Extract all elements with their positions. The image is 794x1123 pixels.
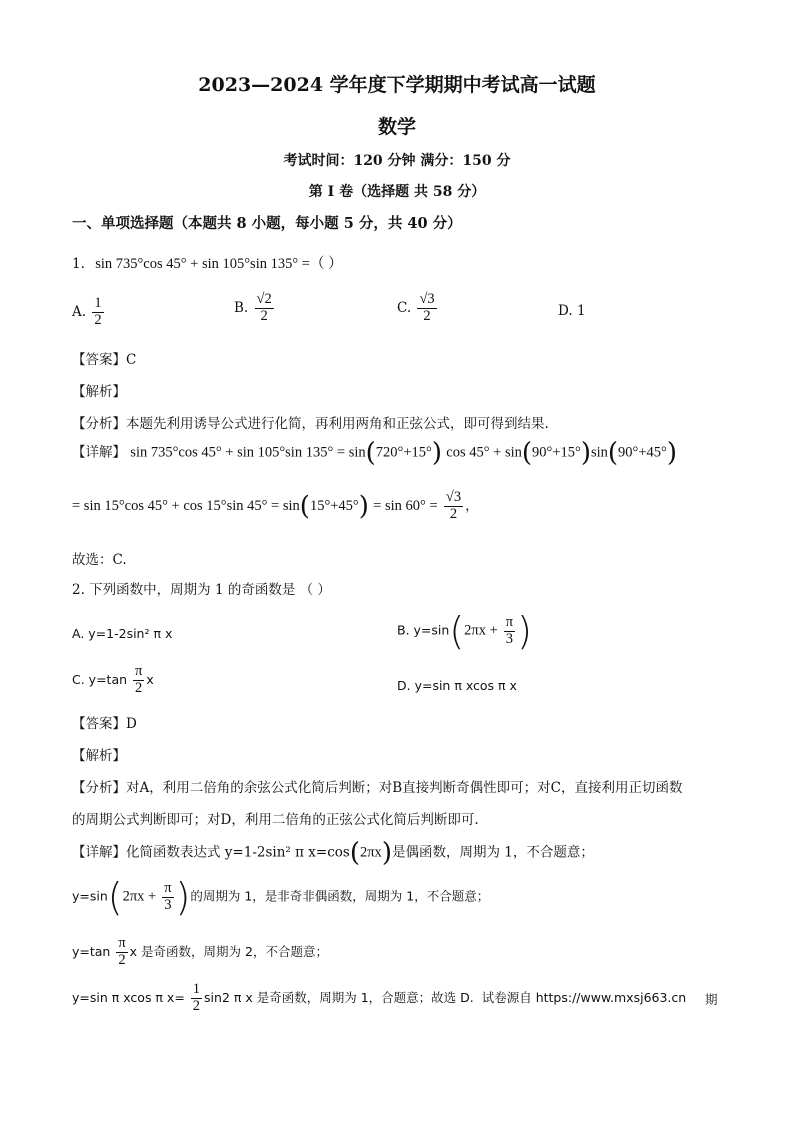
- q1-option-b-fraction: $\frac{√2}{2}$: [256, 291, 272, 324]
- page-trailing-char: 期: [705, 992, 718, 1007]
- q1-option-d: D. 1: [558, 303, 586, 319]
- q2-analysis-heading: 【解析】: [72, 748, 126, 764]
- part-heading: 第 I 卷（选择题 共 58 分）: [308, 184, 486, 200]
- q1-stem: [72, 252, 343, 273]
- q1-option-c-fraction: $\frac{√3}{2}$: [419, 291, 435, 324]
- q1-expression: sin 735°cos 45° + sin 105°sin 135° =（ ）: [95, 256, 343, 272]
- q2-answer: 【答案】D: [72, 716, 137, 732]
- q1-option-b: B. $\frac{√2}{2}$: [234, 291, 272, 324]
- q1-analysis: 【分析】本题先利用诱导公式进行化简，再利用两角和正弦公式，即可得到结果.: [72, 416, 549, 432]
- q2-detail-line3: y=tan $\frac{\pi}{2}$ x 是奇函数，周期为 2，不合题意；: [72, 935, 328, 968]
- q1-option-c: C. $\frac{√3}{2}$: [397, 291, 435, 324]
- exam-info: 考试时间：120 分钟 满分：150 分: [283, 153, 511, 169]
- source-watermark: 试卷源自 https://www.mxsj663.cn: [481, 989, 687, 1005]
- exam-subject: 数学: [377, 116, 416, 138]
- exam-title: 2023—2024 学年度下学期期中考试高一试题: [198, 74, 596, 96]
- q2-analysis-line1: 【分析】对A，利用二倍角的余弦公式化简后判断；对B直接判断奇偶性即可；对C，直接利用正切函数: [72, 780, 683, 796]
- q2-option-c: C. y=tan $\frac{\pi}{2}$ x: [72, 663, 154, 696]
- q1-option-a: A. $\frac{1}{2}$: [72, 295, 102, 328]
- q2-option-b-fraction: $\frac{\pi}{3}$: [505, 613, 514, 647]
- q2-detail4-fraction: $\frac{1}{2}$: [192, 981, 201, 1014]
- q2-option-b: B. y=sin(2πx + $\frac{\pi}{3}$ ): [397, 609, 532, 653]
- q2-stem: 2. 下列函数中，周期为 1 的奇函数是 （ ）: [72, 582, 331, 598]
- q2-detail-line4: y=sin π xcos π x= $\frac{1}{2}$ sin2 π x 是奇函数，周期为 1，合题意；故选 D. 试卷源自 https://www.mxsj663.cn: [72, 981, 687, 1014]
- q1-conclusion: 故选：C.: [72, 552, 127, 568]
- q1-analysis-heading: 【解析】: [72, 384, 126, 400]
- section-heading: 一、单项选择题（本题共 8 小题，每小题 5 分，共 40 分）: [72, 215, 462, 232]
- q1-detail-line1: 【详解】 sin 735°cos 45° + sin 105°sin 135° = sin(720°+15°) cos 45° + sin(90°+15°)sin(90°+45°): [72, 438, 677, 468]
- q1-detail-line2: = sin 15°cos 45° + cos 15°sin 45° = sin(15°+45°) = sin 60° = $\frac{√3}{2}$ ，: [72, 489, 479, 522]
- q2-option-a: A. y=1-2sin² π x: [72, 626, 173, 641]
- q1-detail-fraction: $\frac{√3}{2}$: [445, 489, 462, 522]
- q1-number: 1.: [72, 256, 85, 272]
- q2-detail-line2: y=sin(2πx + $\frac{\pi}{3}$ )的周期为 1，是非奇非偶函数，周期为 1，不合题意；: [72, 875, 490, 919]
- q2-option-d: D. y=sin π xcos π x: [397, 678, 517, 693]
- q2-analysis-line2: 的周期公式判断即可；对D，利用二倍角的正弦公式化简后判断即可.: [72, 812, 479, 828]
- q1-answer: 【答案】C: [72, 352, 137, 368]
- q2-detail2-fraction: $\frac{\pi}{3}$: [164, 879, 172, 913]
- q2-detail3-fraction: $\frac{\pi}{2}$: [118, 935, 126, 968]
- q2-option-c-fraction: $\frac{\pi}{2}$: [135, 663, 143, 696]
- q1-option-a-fraction: $\frac{1}{2}$: [94, 295, 102, 328]
- q2-detail-line1: 【详解】化简函数表达式 y=1-2sin² π x=cos(2πx)是偶函数，周期为 1，不合题意；: [72, 838, 594, 868]
